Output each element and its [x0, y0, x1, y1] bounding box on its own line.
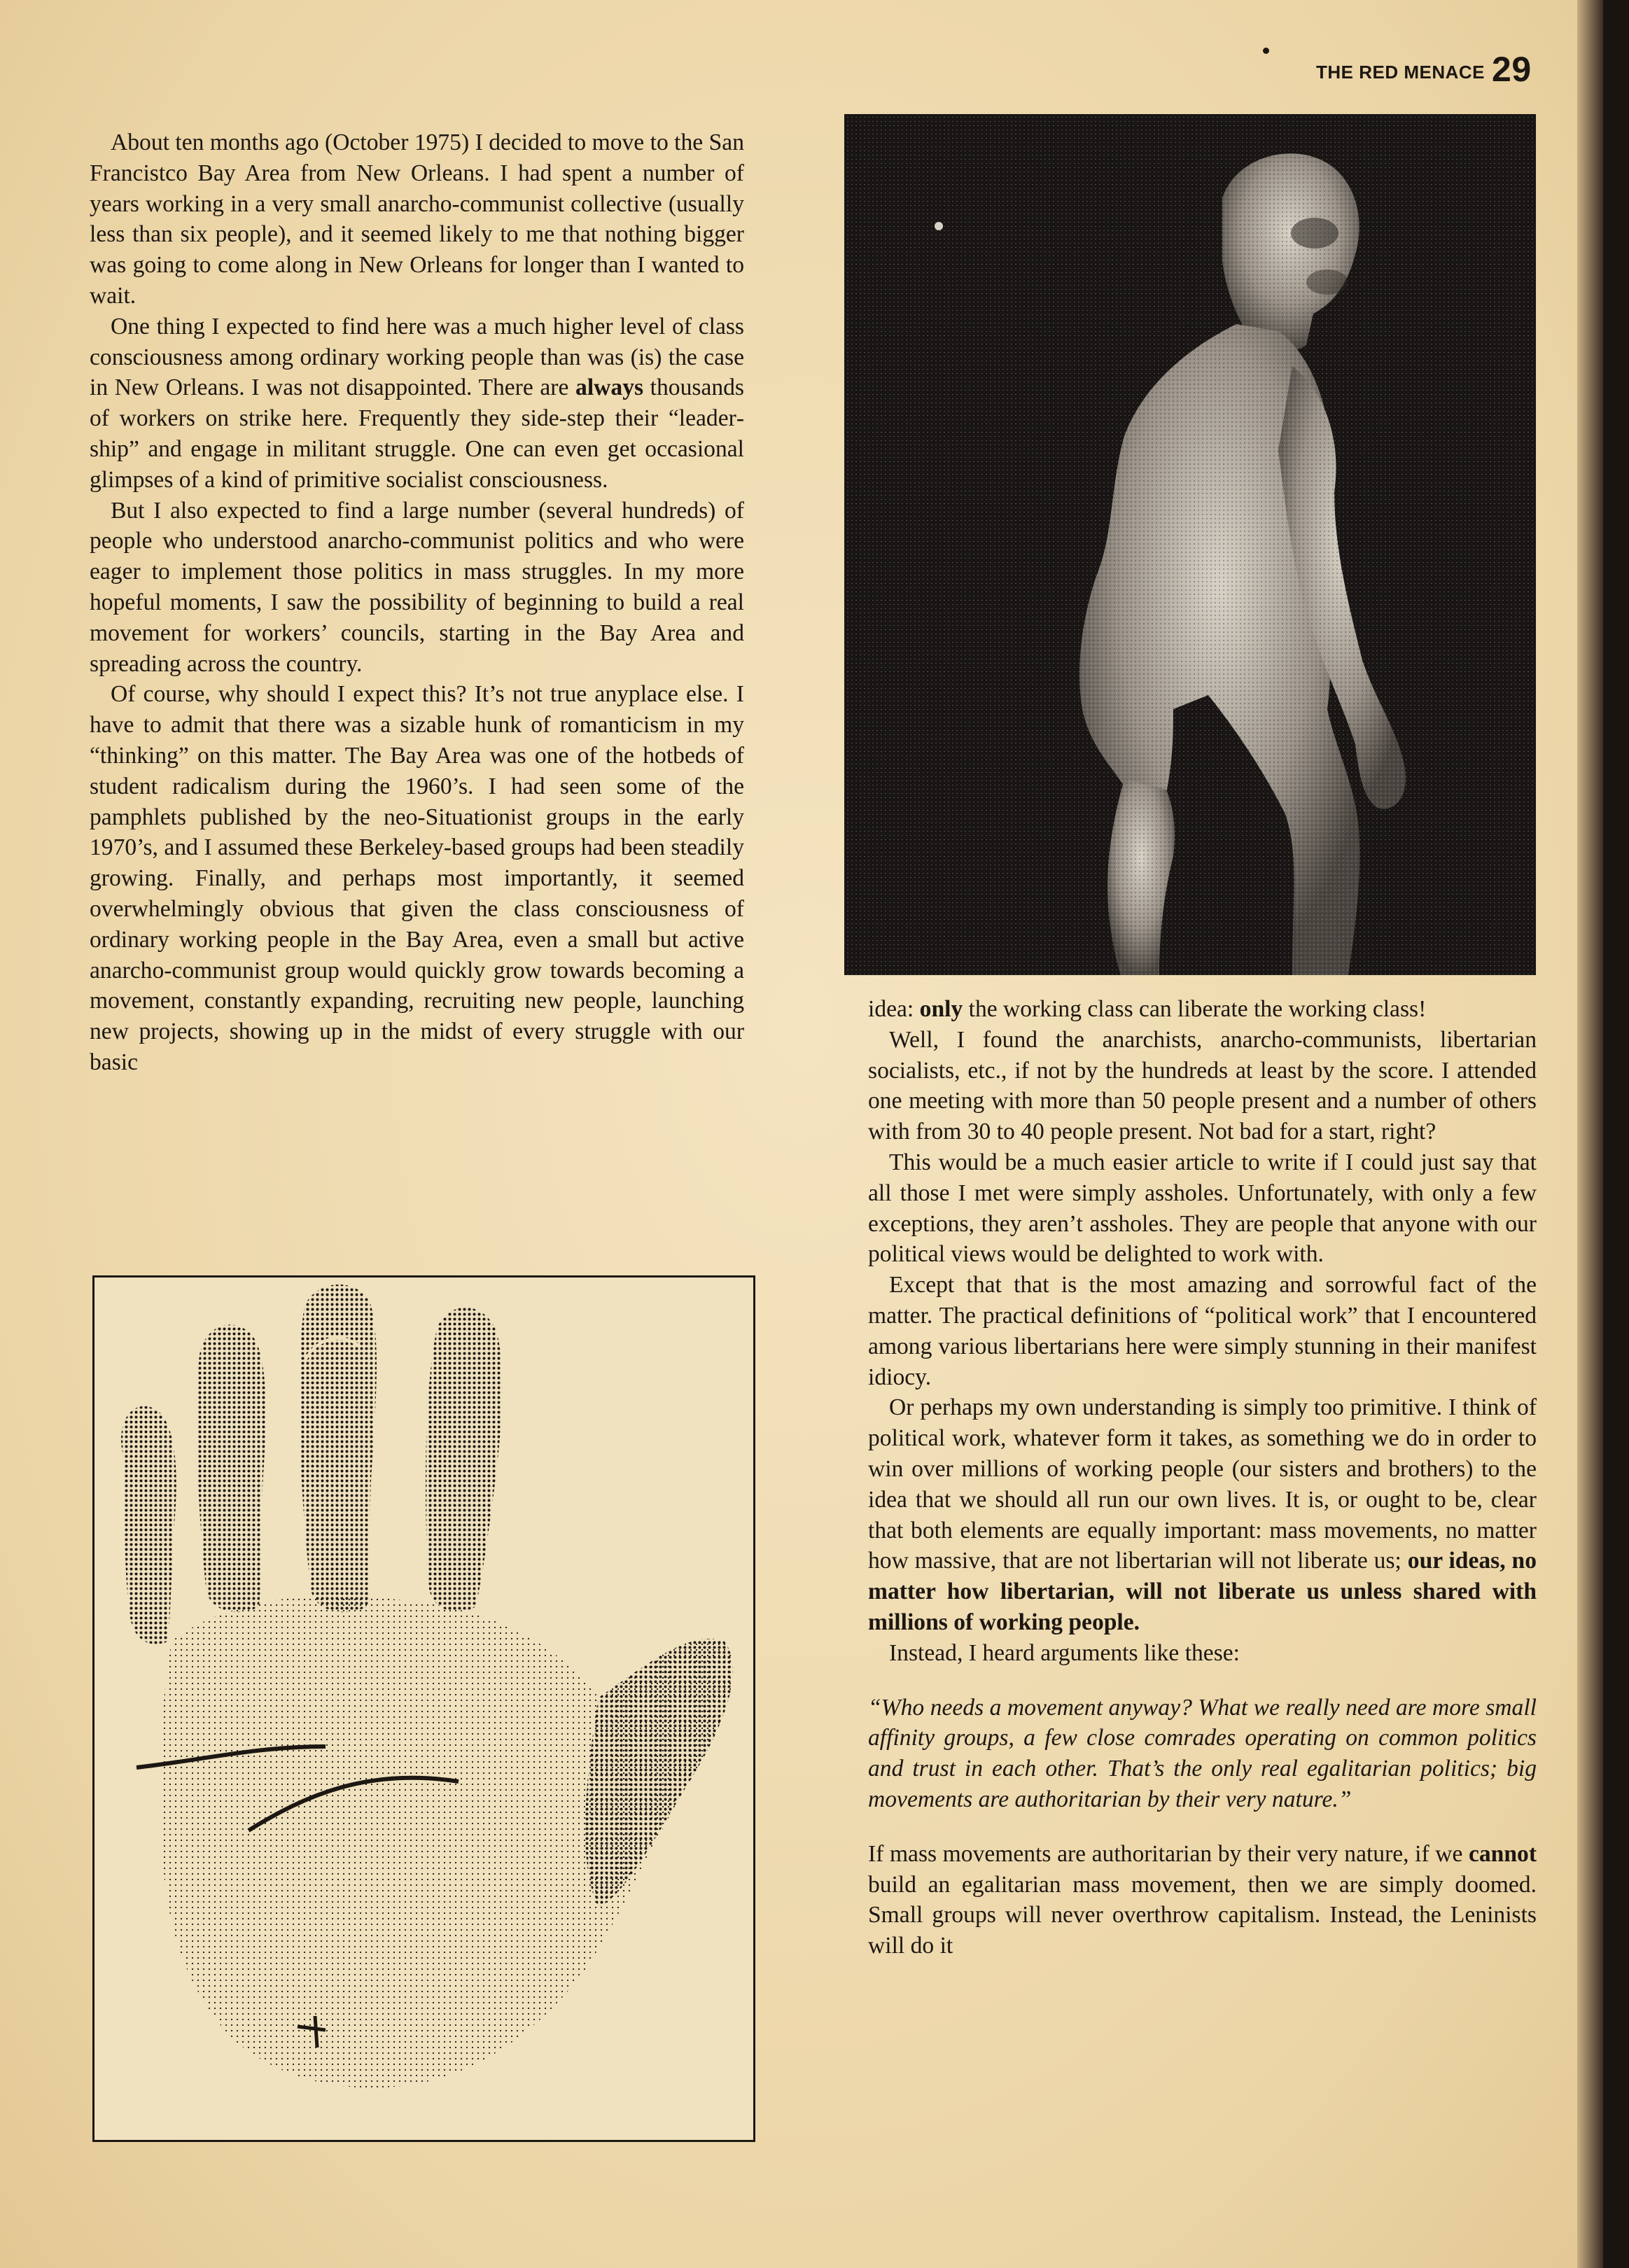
emphasis-text: only [919, 996, 963, 1022]
emphasis-text: cannot [1468, 1840, 1537, 1867]
page-dot [1263, 48, 1269, 54]
page-spine-edge [1577, 0, 1603, 2268]
handprint-icon [95, 1278, 753, 2140]
paragraph: Except that that is the most amazing and sorrowful fact of the matter. The practical definitions of “political work” that I encountered among various libertarians here were simply stunning in their manifest idiocy. [868, 1272, 1537, 1390]
paragraph-text: thousands of workers on strike here. Frequently they side-step their “leadership” and engage in militant struggle. One can even get occasional glimpses of a kind of primitive socialist consciousness. [90, 374, 744, 493]
hominid-figure-icon [844, 114, 1536, 975]
paragraph: About ten months ago (October 1975) I decided to move to the San Francistco Bay Area from New Orleans. I had spent a number of years working in a very small anarcho-communist collective (usually less than six people), and it seemed likely to me that nothing bigger was going to come along in New Orleans for longer than I wanted to wait. [90, 130, 744, 309]
paragraph-text: build an egalitarian mass movement, then we are simply doomed. Small groups will never overthrow capitalism. Instead, the Leninists will do it [868, 1871, 1537, 1959]
handprint-illustration [92, 1275, 755, 2142]
hominid-illustration [844, 114, 1536, 975]
right-column [868, 994, 1537, 1961]
paragraph: Of course, why should I expect this? It’s not true anyplace else. I have to admit that there was a sizable hunk of romanticism in my “thinking” on this matter. The Bay Area was one of the hotbeds of student radicalism during the 1960’s. I had seen some of the pamphlets published by the neo-Situationist groups in the early 1970’s, and I assumed these Berkeley-based groups had been steadily growing. Finally, and perhaps most importantly, it seemed overwhelmingly obvious that given the class consciousness of ordinary working people in the Bay Area, even a small but active anarcho-communist group would quickly grow towards becoming a movement, constantly expanding, recruiting new people, launching new projects, showing up in the midst of every struggle with our basic [90, 681, 744, 1075]
left-column [90, 127, 744, 1078]
paragraph-text: the working class can liberate the working class! [963, 996, 1427, 1022]
paragraph: Instead, I heard arguments like these: [889, 1639, 1240, 1666]
magazine-title: THE RED MENACE [1316, 62, 1485, 83]
paragraph [868, 1839, 1537, 1961]
paragraph: Well, I found the anarchists, anarcho-communists, libertarian socialists, etc., if not by the hundreds at least by the score. I attended one meeting with more than 50 people present and a number of others with from 30 to 40 people present. Not bad for a start, right? [868, 1026, 1537, 1145]
paragraph: This would be a much easier article to write if I could just say that all those I met were simply assholes. Unfortunately, with only a few exceptions, they aren’t assholes. They are people that anyone with our political views would be delighted to work with. [868, 1149, 1537, 1268]
paragraph [868, 1392, 1537, 1637]
quoted-argument: “Who needs a movement anyway? What we really need are more small affinity groups, a few close comrades operating on common politics and trust in each other. That’s the only real egalitarian politics; big movements are authoritarian by their very nature.” [868, 1694, 1537, 1812]
emphasis-text: our ideas, no matter how libertarian, will not liberate us unless shared with millions of working people. [868, 1548, 1537, 1635]
paragraph-text: Or perhaps my own understanding is simply too primitive. I think of political work, whatever form it takes, as something we do in order to win over millions of working people (our sisters and brothers) to the idea that we should all run our own lives. It is, or ought to be, clear that both elements are equally important: mass movements, no matter how massive, that are not libertarian will not liberate us; [868, 1394, 1537, 1574]
paragraph [90, 312, 744, 496]
emphasis-text: always [575, 374, 644, 401]
page-number: 29 [1492, 50, 1532, 89]
paragraph-text: If mass movements are authoritarian by their very nature, if we [868, 1840, 1469, 1867]
running-header [1316, 49, 1532, 90]
paragraph-text: idea: [868, 996, 920, 1022]
paragraph: But I also expected to find a large number (several hundreds) of people who understood anarcho-communist politics and who were eager to implement those politics in mass struggles. In my more hopeful moments, I saw the possibility of beginning to build a real movement for workers’ councils, starting in the Bay Area and spreading across the country. [90, 497, 744, 677]
paragraph [868, 994, 1537, 1025]
paragraph-text: One thing I expected to find here was a much higher level of class consciousness among ordinary working people than was (is) the case in New Orleans. I was not disappointed. There are [90, 313, 744, 401]
